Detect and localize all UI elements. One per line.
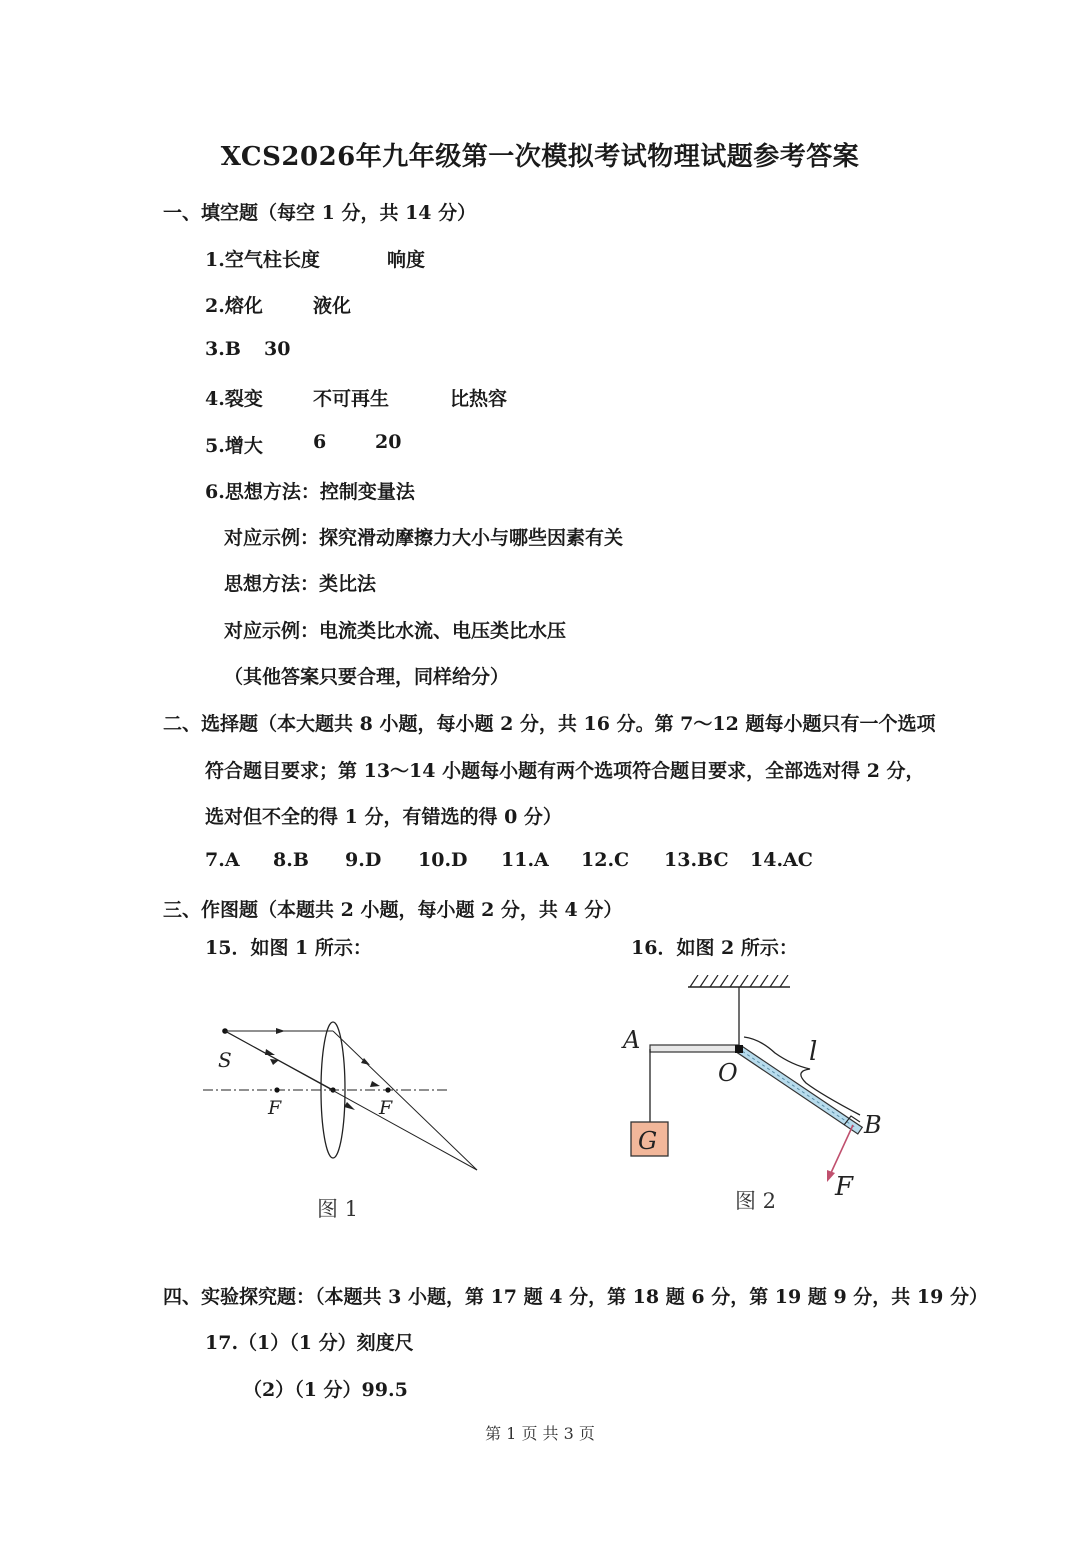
q4-answer-c: 比热容 — [450, 388, 508, 410]
q5-number: 5. — [205, 435, 225, 457]
q5-answer-c: 20 — [375, 431, 402, 453]
q2-answer-b: 液化 — [313, 295, 352, 317]
lever-arm-ob — [737, 1046, 863, 1134]
label-g: G — [638, 1127, 658, 1155]
page-title: XCS2026年九年级第一次模拟考试物理试题参考答案 — [220, 142, 860, 172]
section4-heading: 四、实验探究题：（本题共 3 小题，第 17 题 4 分，第 18 题 6 分，第 19 题 9 分，共 19 分） — [163, 1286, 988, 1308]
label-o: O — [718, 1059, 738, 1087]
q2-number: 2. — [205, 295, 225, 317]
answer-line-q2 — [205, 291, 352, 318]
answer-line-q1 — [205, 245, 426, 272]
arrow-head-3 — [265, 1049, 275, 1055]
choice-answer-12: 12.C — [581, 849, 630, 871]
figure1-caption: 图 1 — [317, 1197, 359, 1221]
answer-line-q17-2: （2）（1 分）99.5 — [243, 1379, 408, 1401]
choice-answer-13: 13.BC — [664, 849, 729, 871]
ceiling-hatching — [690, 975, 788, 987]
choice-answer-9: 9.D — [345, 849, 382, 871]
q1-answer-b: 响度 — [387, 249, 426, 271]
arrow-head-5 — [370, 1081, 380, 1087]
section1-heading: 一、填空题（每空 1 分，共 14 分） — [163, 202, 477, 224]
label-a: A — [623, 1026, 641, 1054]
q2-answer-a: 熔化 — [224, 295, 263, 317]
answer-line-q6-method1: 6.思想方法：控制变量法 — [205, 481, 415, 503]
q5-answer-a: 增大 — [224, 435, 263, 457]
answer-line-q5 — [205, 431, 402, 458]
pivot-o — [735, 1045, 743, 1053]
label-f-right: F — [379, 1097, 393, 1119]
section2-heading-line2: 符合题目要求；第 13～14 小题每小题有两个选项符合题目要求，全部选对得 2 分， — [205, 760, 925, 782]
q4-answer-a: 裂变 — [224, 388, 263, 410]
q3-answer-b: 30 — [264, 338, 291, 360]
section2-heading-line3: 选对但不全的得 1 分，有错选的得 0 分） — [205, 806, 562, 828]
choice-answer-7: 7.A — [205, 849, 240, 871]
label-l: l — [809, 1037, 818, 1067]
length-brace — [744, 1037, 860, 1115]
q1-number: 1. — [205, 249, 225, 271]
choice-answer-8: 8.B — [273, 849, 309, 871]
label-b: B — [864, 1111, 882, 1139]
q5-answer-b: 6 — [313, 431, 327, 453]
force-f-arrowhead — [827, 1170, 835, 1182]
section2-heading-line1: 二、选择题（本大题共 8 小题，每小题 2 分，共 16 分。第 7～12 题每小题只有一个选项 — [163, 713, 936, 735]
choice-answer-10: 10.D — [418, 849, 468, 871]
q16-label: 16．如图 2 所示： — [631, 937, 798, 959]
figure2-lever-diagram — [610, 975, 910, 1200]
q4-answer-b: 不可再生 — [313, 388, 390, 410]
answer-line-q4 — [205, 384, 508, 411]
q15-label: 15．如图 1 所示： — [205, 937, 372, 959]
answer-line-q6-method2: 思想方法：类比法 — [224, 573, 377, 595]
choice-answer-14: 14.AC — [750, 849, 813, 871]
page-footer: 第 1 页 共 3 页 — [485, 1424, 595, 1443]
choice-answer-11: 11.A — [501, 849, 549, 871]
focal-point-right — [385, 1087, 390, 1092]
answer-line-q6-example2: 对应示例：电流类比水流、电压类比水压 — [224, 620, 567, 642]
label-s: S — [218, 1048, 232, 1072]
arrow-head-2 — [270, 1059, 279, 1065]
q3-answer-a: B — [224, 338, 241, 360]
answer-line-q17-1: 17.（1）（1 分）刻度尺 — [205, 1332, 414, 1354]
focal-point-left — [274, 1087, 279, 1092]
label-f-left: F — [268, 1097, 282, 1119]
answer-line-q6-example1: 对应示例：探究滑动摩擦力大小与哪些因素有关 — [224, 527, 624, 549]
q4-number: 4. — [205, 388, 225, 410]
q1-answer-a: 空气柱长度 — [224, 249, 320, 271]
figure2-caption: 图 2 — [735, 1189, 777, 1213]
q3-number: 3. — [205, 338, 225, 360]
ray-focus-incident — [225, 1031, 333, 1090]
arrow-head-6 — [344, 1102, 355, 1110]
section3-heading: 三、作图题（本题共 2 小题，每小题 2 分，共 4 分） — [163, 899, 623, 921]
force-f-arrow — [830, 1125, 853, 1175]
arrow-head-1 — [276, 1028, 285, 1034]
answer-line-q6-note: （其他答案只要合理，同样给分） — [224, 666, 510, 688]
ray-parallel-refracted — [333, 1031, 477, 1170]
lever-arm-ao — [650, 1045, 739, 1052]
label-f: F — [835, 1172, 854, 1200]
answer-line-q3 — [205, 338, 291, 360]
